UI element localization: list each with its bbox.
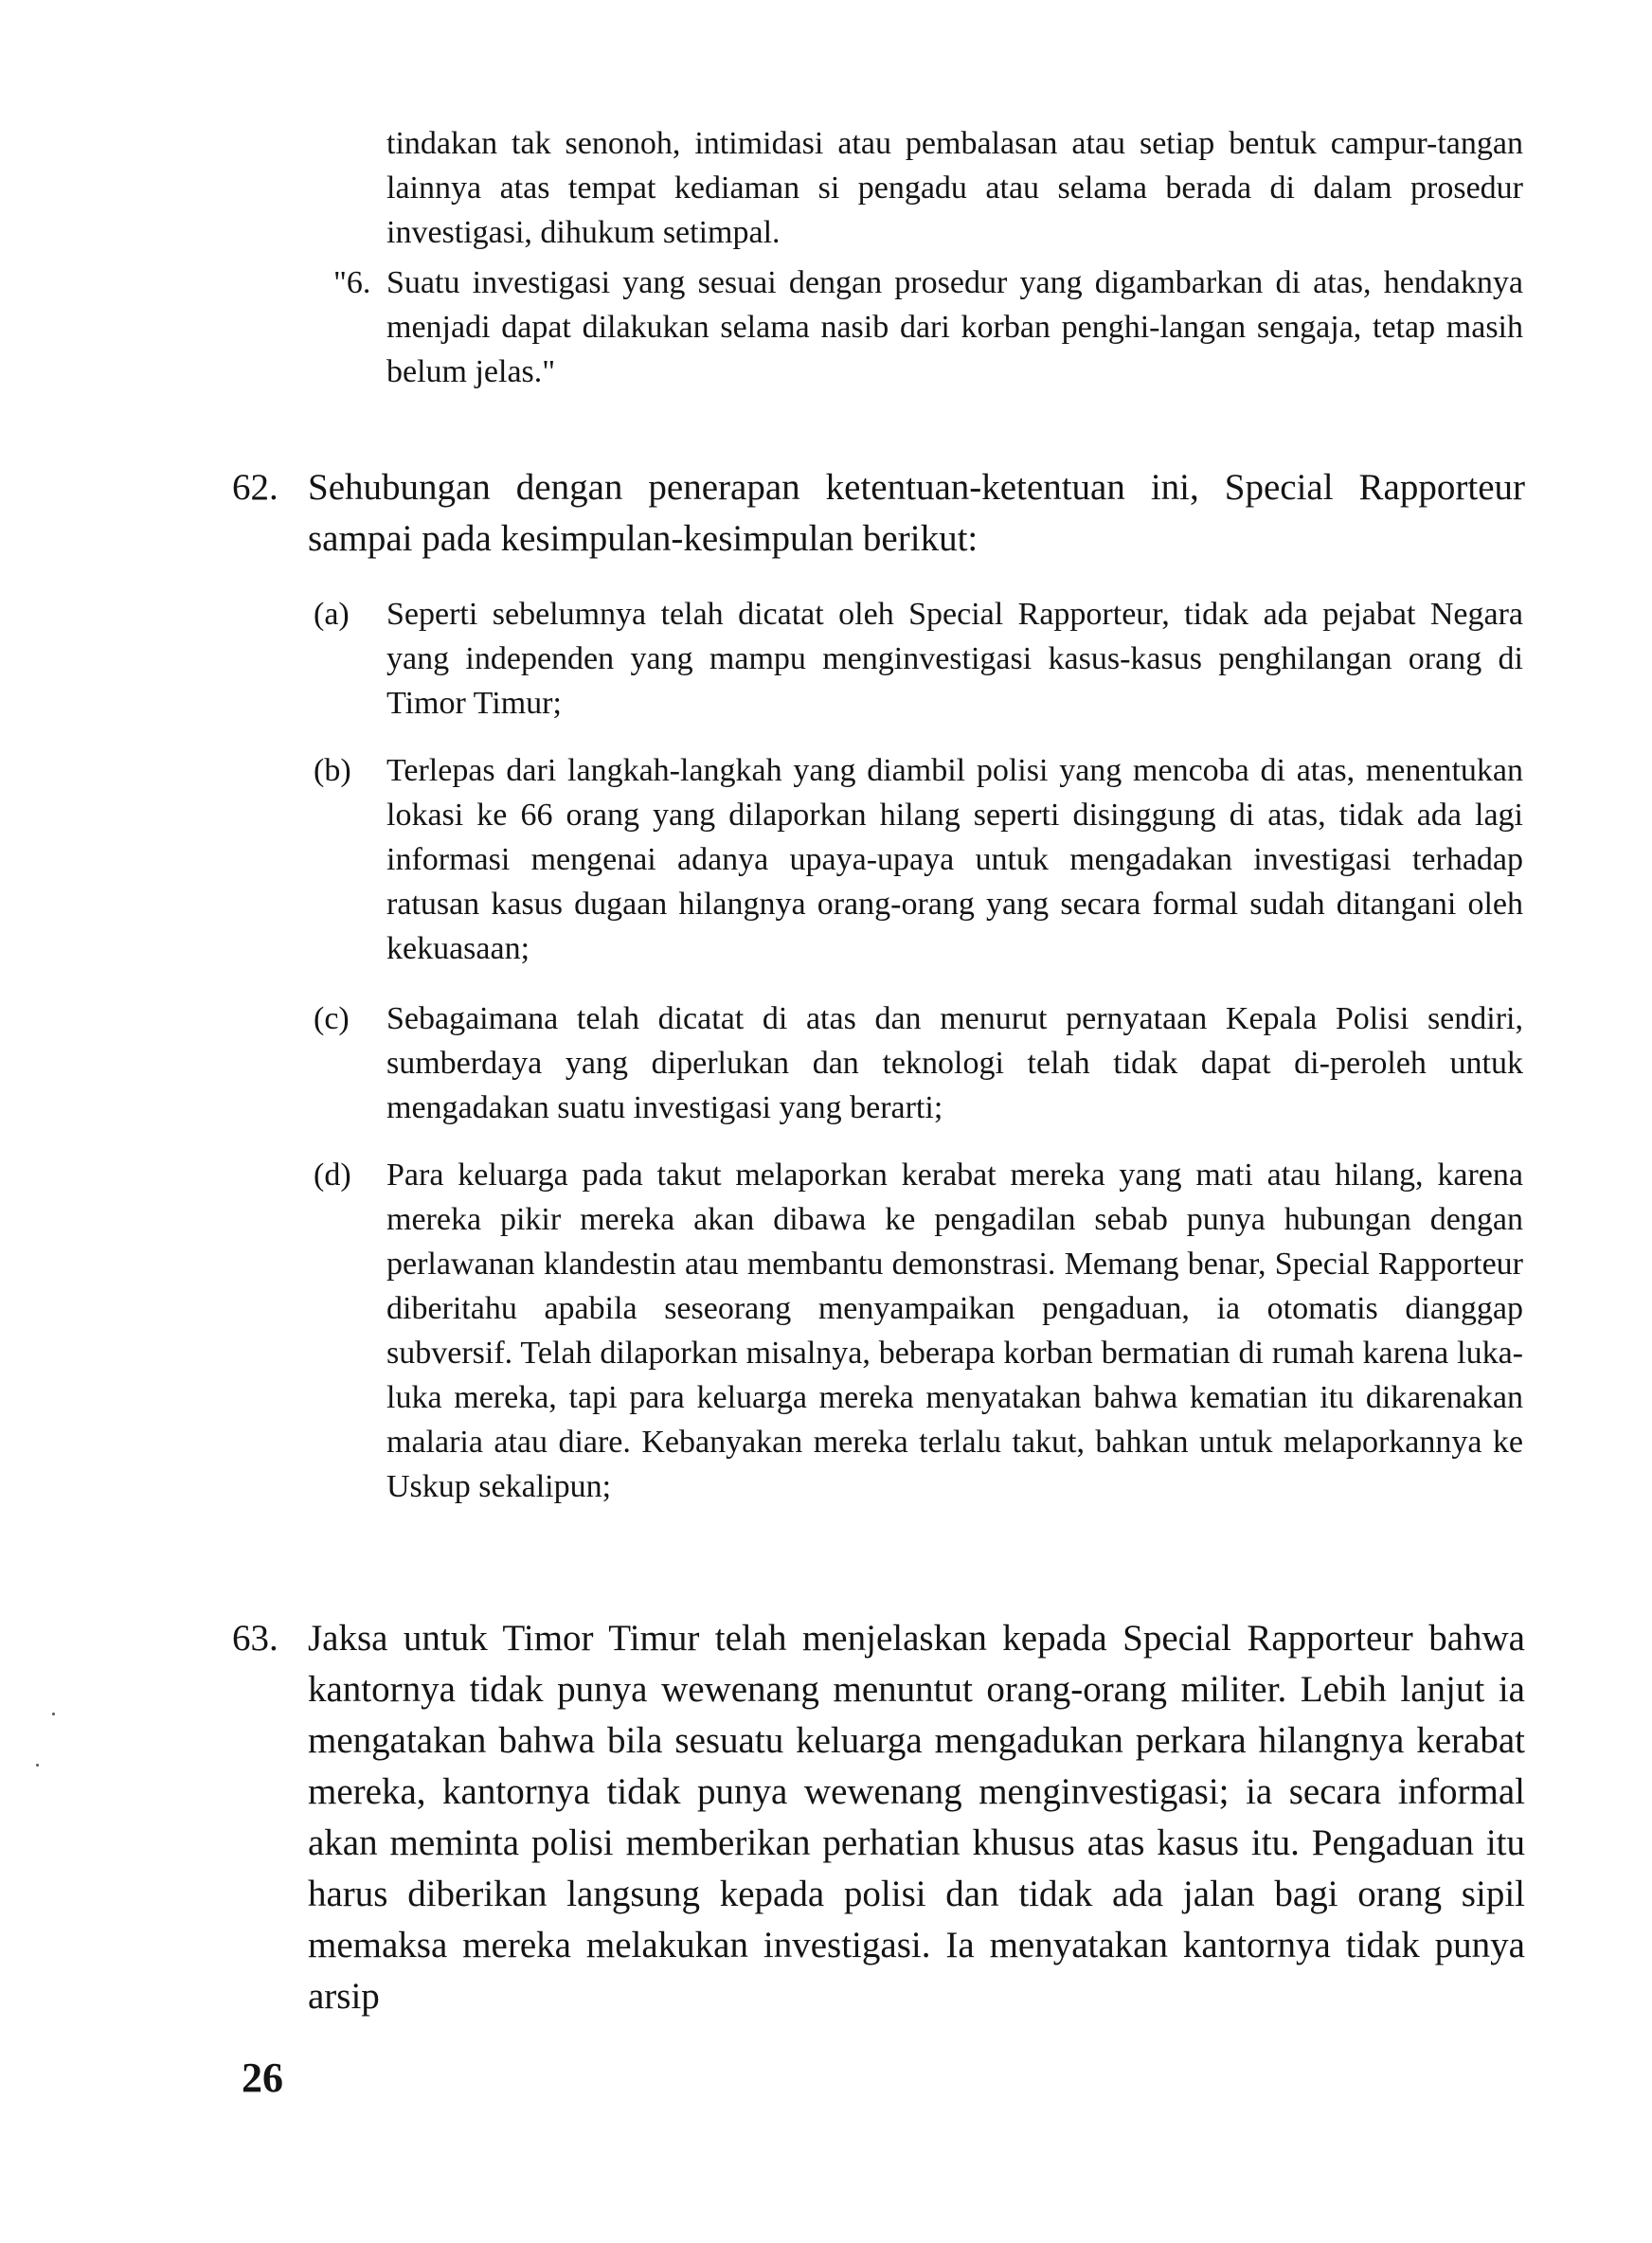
subitem-label: (d): [314, 1157, 351, 1193]
continuation-paragraph: [386, 121, 1523, 255]
paragraph-text: Jaksa untuk Timor Timur telah menjelaskan kepada Special Rapporteur bahwa kantornya tidak punya wewenang menuntut orang-orang militer. Lebih lanjut ia mengatakan bahwa bila sesuatu keluarga mengadukan perkara hilangnya kerabat mereka, kantornya tidak punya wewenang menginvestigasi; ia secara informal akan meminta polisi memberikan perhatian khusus atas kasus itu. Pengaduan itu harus diberikan langsung kepada polisi dan tidak ada jalan bagi orang sipil memaksa mereka melakukan investigasi. Ia menyatakan kantornya tidak punya arsip: [308, 1618, 1525, 2017]
subitem-text: Sebagaimana telah dicatat di atas dan menurut pernyataan Kepala Polisi sendiri, sumberdaya yang diperlukan dan teknologi telah tidak dapat di-peroleh untuk mengadakan suatu investigasi yang berarti;: [386, 1001, 1523, 1125]
subitem-text: Para keluarga pada takut melaporkan kerabat mereka yang mati atau hilang, karena mereka pikir mereka akan dibawa ke pengadilan sebab punya hubungan dengan perlawanan klandestin atau membantu demonstrasi. Memang benar, Special Rapporteur diberitahu apabila seseorang menyampaikan pengaduan, ia otomatis dianggap subversif. Telah dilaporkan misalnya, beberapa korban bermatian di rumah karena luka-luka mereka, tapi para keluarga mereka menyatakan bahwa kematian itu dikarenakan malaria atau diare. Kebanyakan mereka terlalu takut, bahkan untuk melaporkannya ke Uskup sekalipun;: [386, 1157, 1523, 1504]
subitem-a: [314, 592, 1523, 726]
subitem-d: [314, 1153, 1523, 1509]
subitem-label: (b): [314, 753, 351, 788]
continuation-text: tindakan tak senonoh, intimidasi atau pembalasan atau setiap bentuk campur-tangan lainnya atas tempat kediaman si pengadu atau selama berada di dalam prosedur investigasi, dihukum setimpal.: [386, 126, 1523, 250]
paragraph-number: 62.: [232, 467, 278, 508]
page-number: 26: [242, 2055, 283, 2101]
scan-speck: [36, 1764, 39, 1767]
subitem-label: (c): [314, 1001, 350, 1036]
subitem-text: Terlepas dari langkah-langkah yang diambil polisi yang mencoba di atas, menentukan lokasi ke 66 orang yang dilaporkan hilang seperti disinggung di atas, tidak ada lagi informasi mengenai adanya upaya-upaya untuk mengadakan investigasi terhadap ratusan kasus dugaan hilangnya orang-orang yang secara formal sudah ditangani oleh kekuasaan;: [386, 753, 1523, 966]
quoted-item-6: [333, 260, 1523, 394]
subitem-text: Seperti sebelumnya telah dicatat oleh Special Rapporteur, tidak ada pejabat Negara yang independen yang mampu menginvestigasi kasus-kasus penghilangan orang di Timor Timur;: [386, 597, 1523, 721]
scan-speck: [52, 1713, 55, 1715]
subitem-b: [314, 748, 1523, 971]
paragraph-text: Sehubungan dengan penerapan ketentuan-ketentuan ini, Special Rapporteur sampai pada kesimpulan-kesimpulan berikut:: [308, 467, 1525, 559]
quoted-item-number: "6.: [333, 265, 371, 300]
paragraph-number: 63.: [232, 1618, 278, 1659]
quoted-item-text: Suatu investigasi yang sesuai dengan prosedur yang digambarkan di atas, hendaknya menjadi dapat dilakukan selama nasib dari korban penghi-langan sengaja, tetap masih belum jelas.": [386, 265, 1523, 389]
subitem-c: [314, 996, 1523, 1130]
subitem-label: (a): [314, 597, 350, 632]
